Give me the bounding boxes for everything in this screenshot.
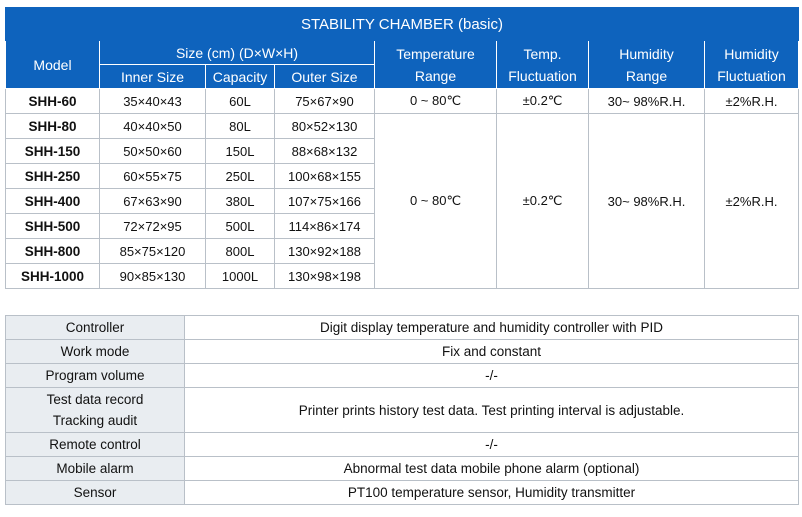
temp-fluctuation-cell: ±0.2℃: [497, 89, 589, 114]
feature-value-mobile-alarm: Abnormal test data mobile phone alarm (optional): [185, 457, 799, 481]
feature-value-work-mode: Fix and constant: [185, 340, 799, 364]
capacity-cell: 500L: [206, 214, 275, 239]
capacity-cell: 800L: [206, 239, 275, 264]
humidity-range-group-cell: 30~ 98%R.H.: [589, 114, 705, 289]
inner-size-cell: 72×72×95: [100, 214, 206, 239]
feature-value-remote-control: -/-: [185, 433, 799, 457]
outer-size-cell: 107×75×166: [275, 189, 375, 214]
inner-size-cell: 40×40×50: [100, 114, 206, 139]
table-row: [6, 481, 799, 505]
outer-size-cell: 130×98×198: [275, 264, 375, 289]
model-cell: SHH-250: [6, 164, 100, 189]
temp-range-group-cell: 0 ~ 80℃: [375, 114, 497, 289]
feature-label-test-data: [6, 388, 185, 433]
humidity-fluctuation-group-cell: ±2%R.H.: [705, 114, 799, 289]
header-temp-fluctuation: [497, 41, 589, 89]
temp-range-cell: 0 ~ 80℃: [375, 89, 497, 114]
table-row: [6, 388, 799, 433]
model-cell: SHH-400: [6, 189, 100, 214]
outer-size-cell: 80×52×130: [275, 114, 375, 139]
model-cell: SHH-500: [6, 214, 100, 239]
outer-size-cell: 114×86×174: [275, 214, 375, 239]
header-temp-range: [375, 41, 497, 89]
model-cell: SHH-150: [6, 139, 100, 164]
humidity-range-cell: 30~ 98%R.H.: [589, 89, 705, 114]
inner-size-cell: 85×75×120: [100, 239, 206, 264]
feature-label-line: Tracking audit: [52, 413, 138, 428]
outer-size-cell: 100×68×155: [275, 164, 375, 189]
feature-label-remote-control: Remote control: [6, 433, 185, 457]
header-text: Humidity: [724, 45, 779, 62]
feature-value-sensor: PT100 temperature sensor, Humidity transmitter: [185, 481, 799, 505]
feature-value-program-volume: -/-: [185, 364, 799, 388]
feature-label-mobile-alarm: Mobile alarm: [6, 457, 185, 481]
model-cell: SHH-800: [6, 239, 100, 264]
humidity-fluctuation-cell: ±2%R.H.: [705, 89, 799, 114]
feature-label-line: Test data record: [46, 392, 144, 407]
feature-label-program-volume: Program volume: [6, 364, 185, 388]
inner-size-cell: 35×40×43: [100, 89, 206, 114]
feature-table: [5, 315, 799, 505]
feature-value-test-data: Printer prints history test data. Test printing interval is adjustable.: [185, 388, 799, 433]
header-humidity-fluctuation: [705, 41, 799, 89]
temp-fluctuation-group-cell: ±0.2℃: [497, 114, 589, 289]
model-cell: SHH-80: [6, 114, 100, 139]
header-size: Size (cm) (D×W×H): [100, 41, 375, 65]
header-model: Model: [6, 41, 100, 89]
table-row: [6, 340, 799, 364]
outer-size-cell: 75×67×90: [275, 89, 375, 114]
model-cell: SHH-60: [6, 89, 100, 114]
table-row: [6, 364, 799, 388]
table-row: [6, 433, 799, 457]
header-text: Fluctuation: [717, 67, 786, 84]
header-text: Fluctuation: [508, 67, 577, 84]
header-text: Range: [625, 67, 668, 84]
capacity-cell: 380L: [206, 189, 275, 214]
header-humidity-range: [589, 41, 705, 89]
header-text: Range: [414, 67, 457, 84]
table-row: [6, 89, 799, 114]
table-row: [6, 457, 799, 481]
outer-size-cell: 130×92×188: [275, 239, 375, 264]
capacity-cell: 80L: [206, 114, 275, 139]
inner-size-cell: 67×63×90: [100, 189, 206, 214]
feature-label-controller: Controller: [6, 316, 185, 340]
feature-label-sensor: Sensor: [6, 481, 185, 505]
inner-size-cell: 60×55×75: [100, 164, 206, 189]
header-text: Temperature: [396, 45, 475, 62]
header-inner-size: Inner Size: [100, 65, 206, 89]
model-cell: SHH-1000: [6, 264, 100, 289]
feature-label-work-mode: Work mode: [6, 340, 185, 364]
header-text: Temp.: [523, 45, 562, 62]
table-row: [6, 114, 799, 139]
spec-table: [5, 7, 799, 289]
table-title: STABILITY CHAMBER (basic): [6, 8, 799, 41]
inner-size-cell: 50×50×60: [100, 139, 206, 164]
capacity-cell: 60L: [206, 89, 275, 114]
capacity-cell: 1000L: [206, 264, 275, 289]
capacity-cell: 250L: [206, 164, 275, 189]
outer-size-cell: 88×68×132: [275, 139, 375, 164]
header-text: Humidity: [619, 45, 674, 62]
capacity-cell: 150L: [206, 139, 275, 164]
feature-value-controller: Digit display temperature and humidity controller with PID: [185, 316, 799, 340]
header-outer-size: Outer Size: [275, 65, 375, 89]
inner-size-cell: 90×85×130: [100, 264, 206, 289]
table-row: [6, 316, 799, 340]
header-capacity: Capacity: [206, 65, 275, 89]
